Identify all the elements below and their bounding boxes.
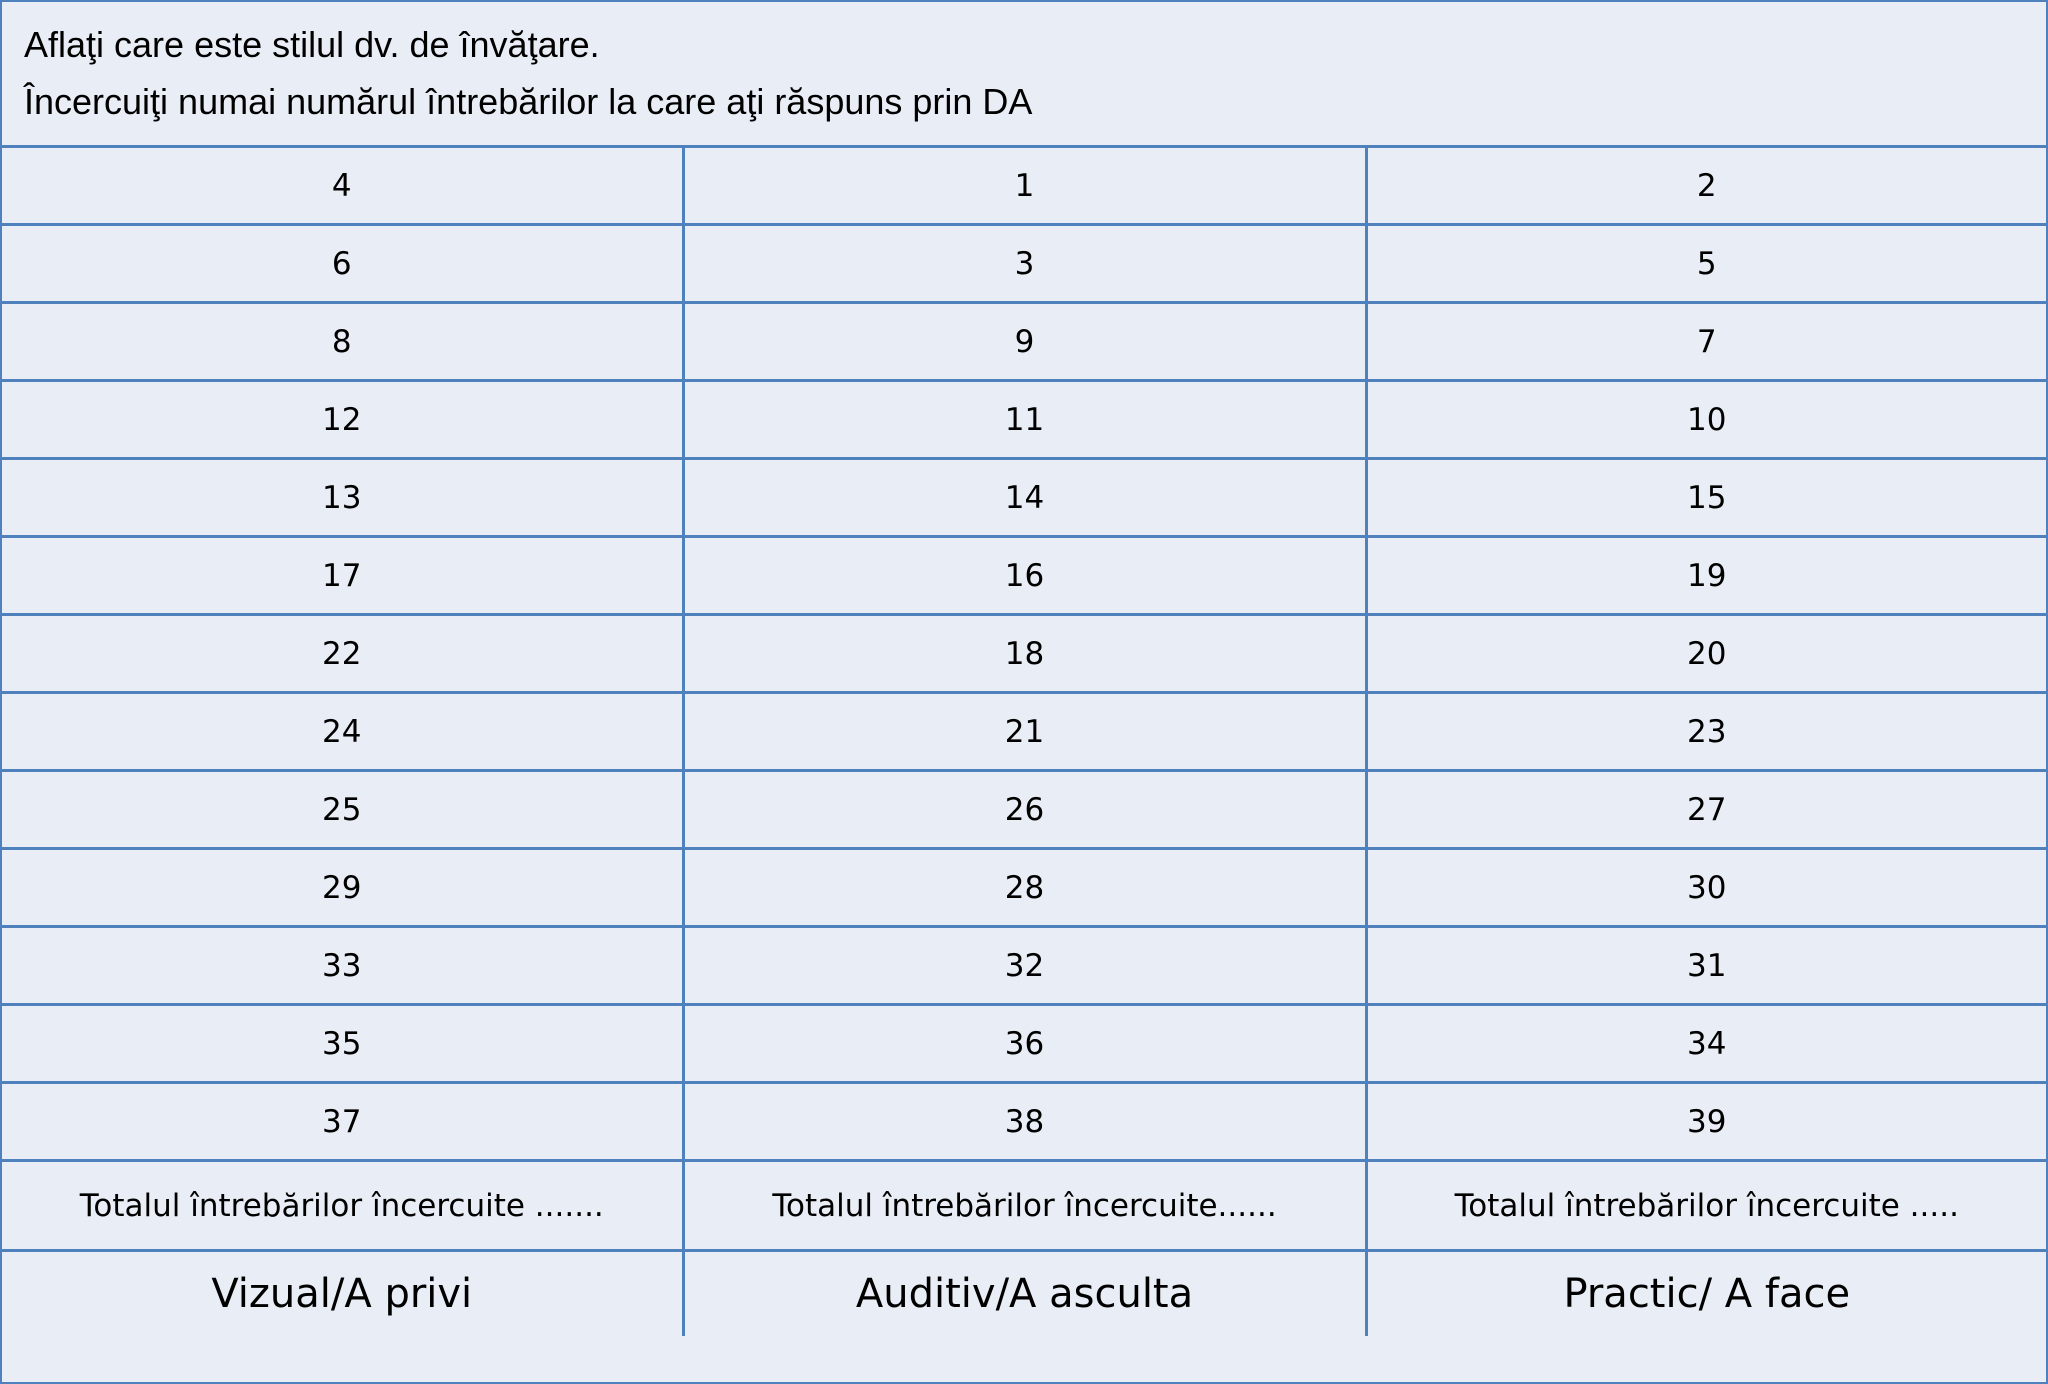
totals-row bbox=[2, 1161, 2046, 1251]
table-row bbox=[2, 303, 2046, 381]
total-auditory-cell[interactable]: Totalul întrebărilor încercuite...... bbox=[683, 1161, 1366, 1251]
question-number-cell[interactable]: 16 bbox=[683, 537, 1366, 615]
question-number-cell[interactable]: 10 bbox=[1366, 381, 2046, 459]
table-row bbox=[2, 1083, 2046, 1161]
style-labels-row bbox=[2, 1251, 2046, 1337]
question-number-cell[interactable]: 5 bbox=[1366, 225, 2046, 303]
question-number-cell[interactable]: 26 bbox=[683, 771, 1366, 849]
question-number-cell[interactable]: 9 bbox=[683, 303, 1366, 381]
table-row bbox=[2, 927, 2046, 1005]
question-number-cell[interactable]: 35 bbox=[2, 1005, 683, 1083]
total-visual-cell[interactable]: Totalul întrebărilor încercuite ....... bbox=[2, 1161, 683, 1251]
table-row bbox=[2, 459, 2046, 537]
label-auditory: Auditiv/A asculta bbox=[683, 1251, 1366, 1337]
instruction-title: Aflaţi care este stilul dv. de învăţare. bbox=[24, 24, 600, 65]
question-number-cell[interactable]: 39 bbox=[1366, 1083, 2046, 1161]
question-number-cell[interactable]: 6 bbox=[2, 225, 683, 303]
question-number-cell[interactable]: 19 bbox=[1366, 537, 2046, 615]
question-number-cell[interactable]: 28 bbox=[683, 849, 1366, 927]
question-number-cell[interactable]: 8 bbox=[2, 303, 683, 381]
table-row bbox=[2, 849, 2046, 927]
question-number-cell[interactable]: 17 bbox=[2, 537, 683, 615]
question-number-cell[interactable]: 31 bbox=[1366, 927, 2046, 1005]
table-row bbox=[2, 1005, 2046, 1083]
question-number-cell[interactable]: 2 bbox=[1366, 148, 2046, 225]
total-practical-cell[interactable]: Totalul întrebărilor încercuite ..... bbox=[1366, 1161, 2046, 1251]
question-number-cell[interactable]: 38 bbox=[683, 1083, 1366, 1161]
instruction-text: Încercuiţi numai numărul întrebărilor la care aţi răspuns prin DA bbox=[24, 81, 1033, 122]
question-number-cell[interactable]: 25 bbox=[2, 771, 683, 849]
question-number-cell[interactable]: 3 bbox=[683, 225, 1366, 303]
question-number-cell[interactable]: 30 bbox=[1366, 849, 2046, 927]
question-number-cell[interactable]: 11 bbox=[683, 381, 1366, 459]
question-number-cell[interactable]: 13 bbox=[2, 459, 683, 537]
table-row bbox=[2, 771, 2046, 849]
table-row bbox=[2, 381, 2046, 459]
question-number-cell[interactable]: 32 bbox=[683, 927, 1366, 1005]
question-number-cell[interactable]: 4 bbox=[2, 148, 683, 225]
question-number-cell[interactable]: 36 bbox=[683, 1005, 1366, 1083]
question-number-cell[interactable]: 1 bbox=[683, 148, 1366, 225]
question-number-cell[interactable]: 15 bbox=[1366, 459, 2046, 537]
question-number-cell[interactable]: 12 bbox=[2, 381, 683, 459]
question-number-cell[interactable]: 24 bbox=[2, 693, 683, 771]
question-number-cell[interactable]: 14 bbox=[683, 459, 1366, 537]
table-row bbox=[2, 148, 2046, 225]
question-number-cell[interactable]: 29 bbox=[2, 849, 683, 927]
table-row bbox=[2, 615, 2046, 693]
label-practical: Practic/ A face bbox=[1366, 1251, 2046, 1337]
question-number-cell[interactable]: 21 bbox=[683, 693, 1366, 771]
question-number-cell[interactable]: 18 bbox=[683, 615, 1366, 693]
label-visual: Vizual/A privi bbox=[2, 1251, 683, 1337]
instructions-header bbox=[2, 2, 2046, 148]
question-number-cell[interactable]: 33 bbox=[2, 927, 683, 1005]
question-number-cell[interactable]: 22 bbox=[2, 615, 683, 693]
table-row bbox=[2, 537, 2046, 615]
question-number-cell[interactable]: 7 bbox=[1366, 303, 2046, 381]
question-number-cell[interactable]: 34 bbox=[1366, 1005, 2046, 1083]
table-row bbox=[2, 693, 2046, 771]
question-number-cell[interactable]: 37 bbox=[2, 1083, 683, 1161]
question-number-cell[interactable]: 27 bbox=[1366, 771, 2046, 849]
table-row bbox=[2, 225, 2046, 303]
question-number-cell[interactable]: 20 bbox=[1366, 615, 2046, 693]
question-number-cell[interactable]: 23 bbox=[1366, 693, 2046, 771]
question-number-table bbox=[2, 148, 2046, 1336]
